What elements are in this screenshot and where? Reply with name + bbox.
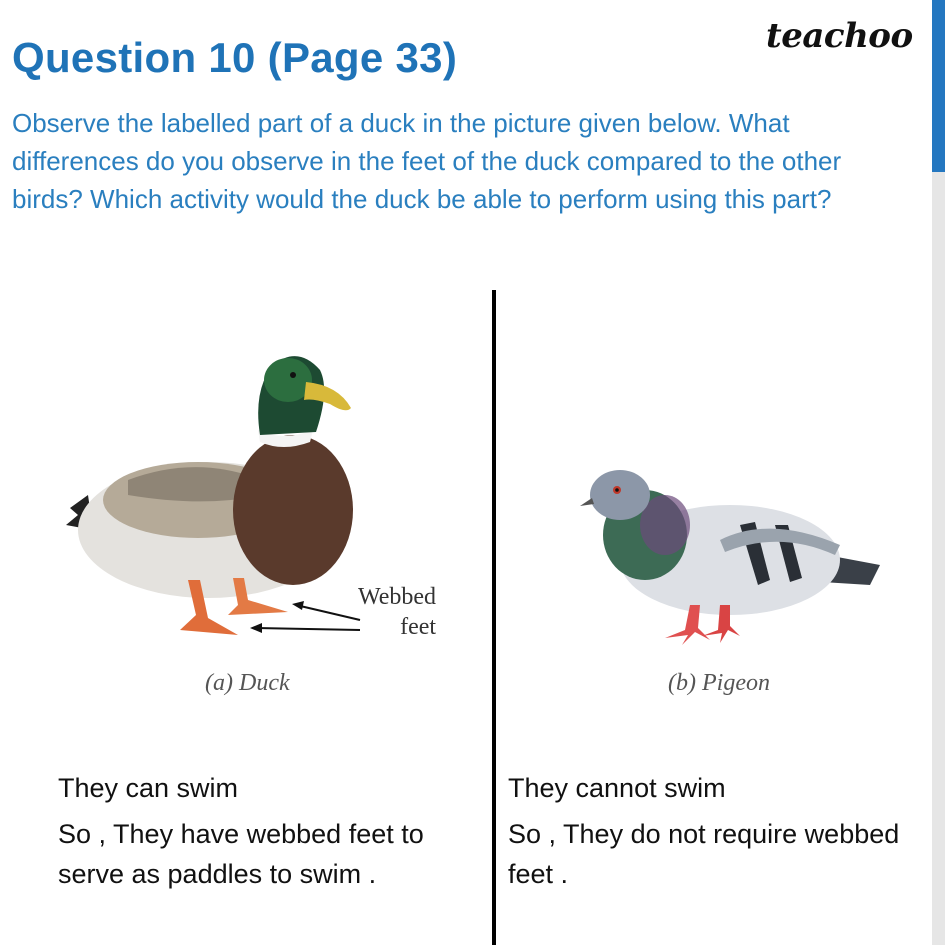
webbed-feet-label-line2: feet bbox=[400, 614, 437, 640]
duck-answer bbox=[58, 768, 478, 894]
duck-caption: (a) Duck bbox=[205, 670, 290, 696]
pigeon-image bbox=[570, 440, 890, 660]
webbed-feet-label-line1: Webbed bbox=[358, 584, 437, 610]
pigeon-answer bbox=[508, 768, 908, 894]
pigeon-answer-line1: They cannot swim bbox=[508, 773, 726, 803]
question-text: Observe the labelled part of a duck in the picture given below. What differences do you observe in the feet of the duck compared to the other birds? Which activity would the duck be able to perform using this part? bbox=[12, 108, 842, 214]
duck-answer-line2: So , They have webbed feet to serve as paddles to swim . bbox=[58, 819, 424, 889]
pigeon-answer-line2: So , They do not require webbed feet . bbox=[508, 819, 900, 889]
pigeon-caption: (b) Pigeon bbox=[668, 670, 770, 696]
webbed-feet-label bbox=[358, 582, 436, 642]
teachoo-logo: teachoo bbox=[766, 16, 913, 56]
duck-answer-line1: They can swim bbox=[58, 773, 239, 803]
page-title: Question 10 (Page 33) bbox=[12, 34, 458, 81]
column-divider bbox=[492, 290, 496, 945]
side-accent-bar bbox=[932, 0, 945, 172]
